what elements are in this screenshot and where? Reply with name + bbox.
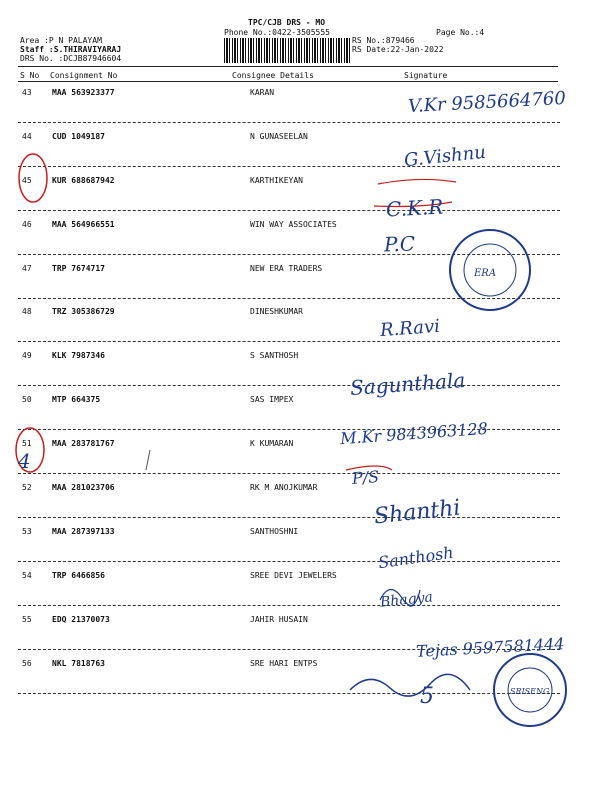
consignee-name: SANTHOSHNI	[250, 527, 299, 536]
consignment-number: EDQ 21370073	[52, 615, 110, 624]
handwritten-signature: Tejas 9597581444	[415, 634, 565, 661]
consignee-name: WIN WAY ASSOCIATES	[250, 220, 337, 229]
barcode	[224, 38, 352, 63]
row-sno: 43	[22, 88, 32, 97]
handwritten-signature: Bhagya	[379, 589, 434, 611]
drs-number: DRS No. :DCJB87946604	[20, 54, 122, 63]
row-sno: 52	[22, 483, 32, 492]
row-sno: 44	[22, 132, 32, 141]
consignee-name: N GUNASEELAN	[250, 132, 308, 141]
consignment-number: NKL 7818763	[52, 659, 105, 668]
row-divider	[18, 473, 560, 474]
consignee-name: NEW ERA TRADERS	[250, 264, 323, 273]
handwritten-signature: Santhosh	[377, 542, 455, 573]
consignment-number: MTP 664375	[52, 395, 101, 404]
consignment-number: KLK 7987346	[52, 351, 105, 360]
stamp-text: ERA	[474, 268, 497, 279]
rs-number: RS No.:879466	[352, 36, 415, 45]
row-sno: 48	[22, 307, 32, 316]
handwritten-signature: P/S	[351, 467, 380, 488]
consignment-number: TRZ 305386729	[52, 307, 115, 316]
header-rule-bottom	[18, 81, 558, 82]
consignment-number: MAA 564966551	[52, 220, 115, 229]
consignment-number: MAA 281023706	[52, 483, 115, 492]
row-sno: 45	[22, 176, 32, 185]
handwritten-signature: 5	[420, 684, 434, 709]
consignee-name: KARAN	[250, 88, 275, 97]
row-divider	[18, 210, 560, 211]
handwritten-signature: R.Ravi	[379, 315, 441, 342]
consignee-name: KARTHIKEYAN	[250, 176, 303, 185]
phone-number: Phone No.:0422-3505555	[224, 28, 330, 37]
row-divider	[18, 385, 560, 386]
staff-label: Staff :S.THIRAVIYARAJ	[20, 45, 122, 54]
row-sno: 55	[22, 615, 32, 624]
red-mark-4: 4	[18, 449, 31, 473]
col-header-consignment: Consignment No	[50, 71, 118, 80]
row-divider	[18, 254, 560, 255]
row-sno: 47	[22, 264, 32, 273]
consignment-number: TRP 7674717	[52, 264, 105, 273]
col-header-signature: Signature	[404, 71, 448, 80]
consignee-name: K KUMARAN	[250, 439, 294, 448]
consignee-name: DINESHKUMAR	[250, 307, 303, 316]
row-sno: 51	[22, 439, 32, 448]
consignee-name: JAHIR HUSAIN	[250, 615, 308, 624]
row-divider	[18, 693, 560, 694]
handwritten-signature: M.Kr 9843963128	[339, 418, 489, 449]
handwritten-signature: C.K.R	[385, 194, 444, 222]
consignment-number: MAA 283781767	[52, 439, 115, 448]
row-divider	[18, 298, 560, 299]
handwritten-signature: V.Kr 9585664760	[407, 87, 567, 118]
row-sno: 46	[22, 220, 32, 229]
row-sno: 49	[22, 351, 32, 360]
handwritten-signature: Sagunthala	[349, 368, 467, 400]
col-header-consignee: Consignee Details	[232, 71, 314, 80]
consignment-number: KUR 688687942	[52, 176, 115, 185]
handwritten-signature: G.Vishnu	[403, 141, 487, 172]
row-divider	[18, 166, 560, 167]
document-title: TPC/CJB DRS - MO	[248, 18, 326, 27]
consignee-name: RK M ANOJKUMAR	[250, 483, 318, 492]
row-sno: 53	[22, 527, 32, 536]
row-sno: 56	[22, 659, 32, 668]
rs-date: RS Date:22-Jan-2022	[352, 45, 444, 54]
consignment-number: MAA 563923377	[52, 88, 115, 97]
consignee-name: SAS IMPEX	[250, 395, 294, 404]
row-divider	[18, 561, 560, 562]
header-rule-top	[18, 66, 558, 67]
handwritten-signature: P.C	[383, 231, 416, 257]
consignment-number: TRP 6466856	[52, 571, 105, 580]
consignee-name: SRE HARI ENTPS	[250, 659, 318, 668]
row-sno: 54	[22, 571, 32, 580]
row-divider	[18, 605, 560, 606]
row-divider	[18, 517, 560, 518]
consignee-name: S SANTHOSH	[250, 351, 299, 360]
consignee-name: SREE DEVI JEWELERS	[250, 571, 337, 580]
row-sno: 50	[22, 395, 32, 404]
handwritten-signature: Shanthi	[372, 495, 462, 530]
col-header-sno: S No	[20, 71, 40, 80]
area-label: Area :P N PALAYAM	[20, 36, 102, 45]
row-divider	[18, 122, 560, 123]
consignment-number: MAA 287397133	[52, 527, 115, 536]
row-divider	[18, 341, 560, 342]
stamp-text: SRISENG	[510, 687, 550, 696]
consignment-number: CUD 1049187	[52, 132, 105, 141]
page-number: Page No.:4	[436, 28, 485, 37]
